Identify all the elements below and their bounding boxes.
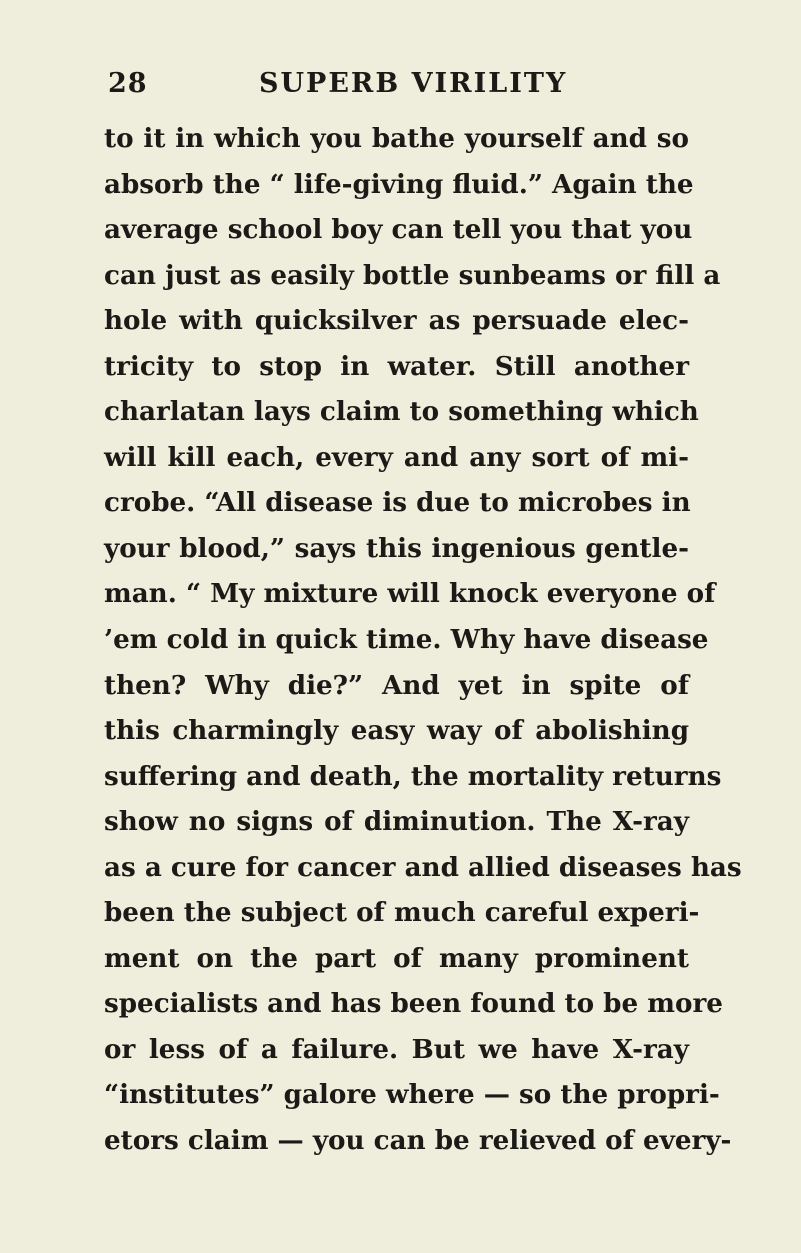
text-line: tricity to stop in water. Still another	[104, 350, 689, 382]
page-number: 28	[108, 68, 148, 99]
text-line: as a cure for cancer and allied diseases has	[104, 851, 742, 883]
text-line: then? Why die?” And yet in spite of	[104, 669, 689, 701]
text-line: show no signs of diminution. The X-ray	[104, 806, 689, 838]
page-header	[0, 58, 801, 106]
text-line: suffering and death, the mortality returns	[104, 760, 722, 792]
text-line: hole with quicksilver as persuade elec-	[104, 305, 689, 337]
text-line: ment on the part of many prominent	[104, 942, 689, 974]
text-line: been the subject of much careful experi-	[104, 897, 700, 929]
body-text	[104, 116, 742, 1164]
text-line: your blood,” says this ingenious gentle-	[104, 532, 689, 564]
text-line: charlatan lays claim to something which	[104, 396, 699, 428]
text-line: to it in which you bathe yourself and so	[104, 123, 689, 154]
text-line: etors claim — you can be relieved of every-	[104, 1125, 732, 1157]
text-line: “institutes” galore where — so the propri-	[104, 1079, 720, 1111]
text-line: average school boy can tell you that you	[104, 214, 693, 246]
running-title: SUPERB VIRILITY	[259, 68, 568, 99]
text-line: man. “ My mixture will knock everyone of	[104, 578, 716, 610]
text-line: will kill each, every and any sort of mi-	[104, 441, 689, 473]
text-line: or less of a failure. But we have X-ray	[104, 1033, 689, 1065]
text-line: crobe. “All disease is due to microbes in	[104, 487, 691, 519]
text-line: ’em cold in quick time. Why have disease	[104, 624, 709, 656]
text-line: can just as easily bottle sunbeams or fill a	[104, 259, 721, 291]
text-line: this charmingly easy way of abolishing	[104, 715, 689, 747]
text-line: absorb the “ life-giving fluid.” Again the	[104, 168, 694, 200]
text-line: specialists and has been found to be more	[104, 988, 723, 1020]
